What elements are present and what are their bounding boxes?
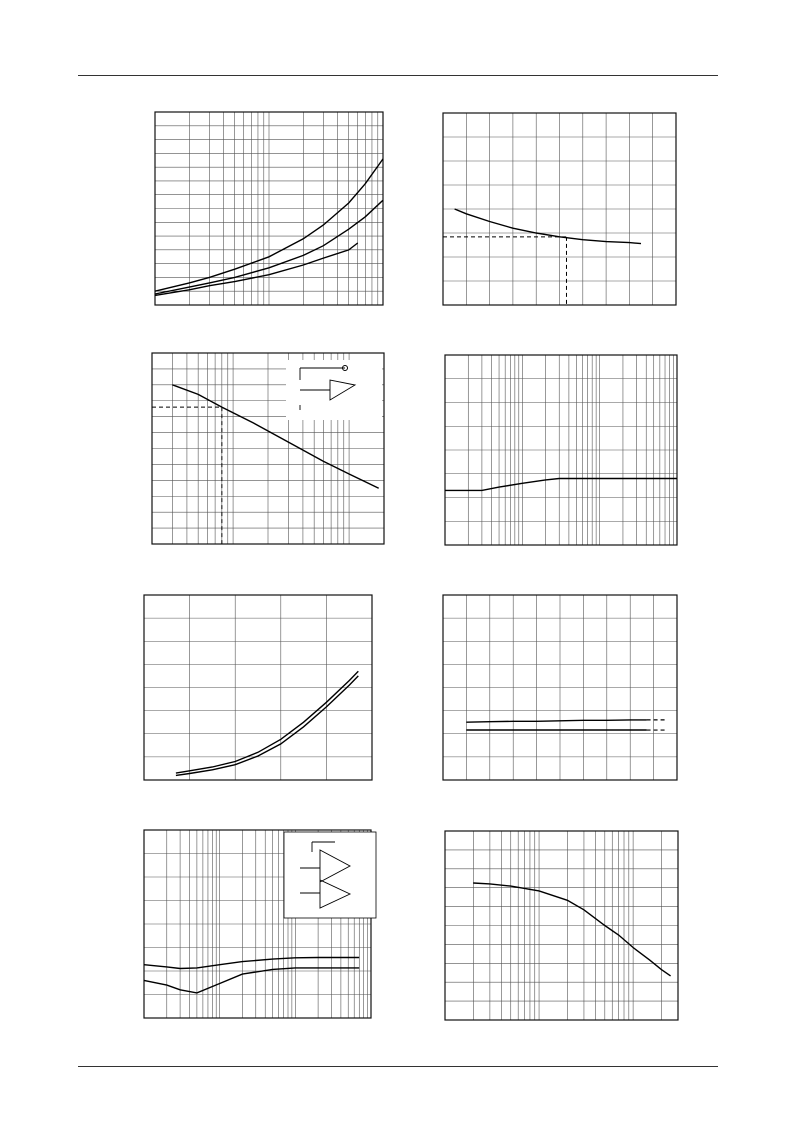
chart-1 xyxy=(155,112,383,305)
chart-5 xyxy=(144,595,372,780)
grid xyxy=(155,112,383,305)
chart-4 xyxy=(445,355,677,545)
series-line xyxy=(466,720,646,722)
series-line xyxy=(176,676,358,776)
series-line xyxy=(473,883,670,976)
chart-7 xyxy=(144,830,376,1018)
series-line xyxy=(144,968,359,993)
series-line xyxy=(176,671,358,773)
series-line xyxy=(445,479,677,491)
circuit-diagram xyxy=(284,832,376,918)
chart-8 xyxy=(445,831,678,1020)
chart-3 xyxy=(152,353,384,544)
series-line xyxy=(455,209,641,244)
grid xyxy=(443,113,676,305)
series-line xyxy=(144,958,359,969)
grid xyxy=(443,595,677,780)
grid xyxy=(445,355,677,545)
circuit-frame xyxy=(284,832,376,918)
grid xyxy=(445,831,678,1020)
chart-6 xyxy=(443,595,677,780)
circuit-diagram xyxy=(286,360,382,420)
chart-2 xyxy=(443,113,676,305)
